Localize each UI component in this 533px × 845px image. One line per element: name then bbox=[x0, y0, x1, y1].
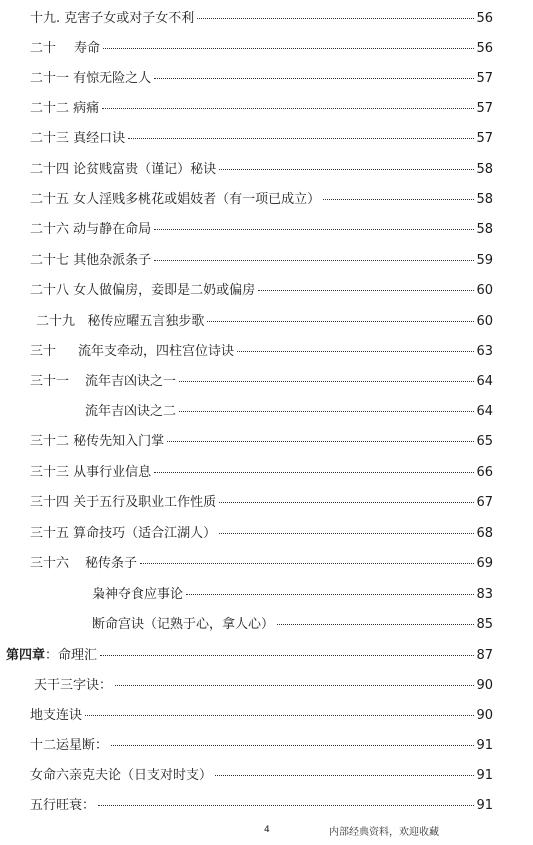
entry-page: 57 bbox=[476, 101, 493, 116]
toc-entry[interactable] bbox=[30, 768, 493, 786]
entry-title: 地支连诀 bbox=[30, 708, 83, 723]
entry-title: 寿命 bbox=[74, 41, 101, 56]
entry-number: 二十八 bbox=[30, 283, 70, 298]
entry-page: 90 bbox=[476, 678, 493, 693]
entry-number: 二十七 bbox=[30, 253, 70, 268]
entry-title: 流年吉凶诀之二 bbox=[85, 404, 177, 419]
dot-leader bbox=[100, 655, 474, 656]
entry-number: 二十 bbox=[30, 41, 57, 56]
footer-page-number: 4 bbox=[264, 825, 270, 835]
dot-leader bbox=[128, 138, 474, 139]
entry-page: 91 bbox=[476, 798, 493, 813]
toc-entry[interactable] bbox=[30, 71, 493, 89]
toc-chapter-entry[interactable] bbox=[6, 648, 493, 666]
entry-title: 克害子女或对子女不利 bbox=[64, 11, 195, 26]
toc-entry[interactable] bbox=[30, 101, 493, 119]
dot-leader bbox=[219, 533, 474, 534]
entry-page: 63 bbox=[476, 344, 493, 359]
chapter-label: 第四章 bbox=[6, 648, 46, 663]
entry-number: 三十三 bbox=[30, 465, 70, 480]
entry-number: 十九. bbox=[30, 11, 61, 26]
entry-number: 三十六 bbox=[30, 556, 70, 571]
entry-page: 57 bbox=[476, 131, 493, 146]
entry-page: 69 bbox=[476, 556, 493, 571]
dot-leader bbox=[258, 290, 474, 291]
dot-leader bbox=[179, 411, 474, 412]
entry-page: 67 bbox=[476, 495, 493, 510]
toc-entry[interactable] bbox=[30, 556, 493, 574]
entry-number: 二十一 bbox=[30, 71, 70, 86]
entry-title: 算命技巧（适合江湖人） bbox=[73, 526, 217, 541]
entry-page: 58 bbox=[476, 162, 493, 177]
entry-page: 90 bbox=[476, 708, 493, 723]
entry-title: 女命六亲克夫论（日支对时支） bbox=[30, 768, 213, 783]
dot-leader bbox=[140, 563, 474, 564]
entry-title: 五行旺衰： bbox=[30, 798, 96, 813]
toc-entry[interactable] bbox=[30, 131, 493, 149]
dot-leader bbox=[186, 594, 474, 595]
toc-entry[interactable] bbox=[30, 495, 493, 513]
dot-leader bbox=[103, 48, 474, 49]
entry-page: 66 bbox=[476, 465, 493, 480]
toc-entry[interactable] bbox=[30, 798, 493, 816]
entry-number: 二十三 bbox=[30, 131, 70, 146]
entry-page: 85 bbox=[476, 617, 493, 632]
dot-leader bbox=[85, 715, 474, 716]
toc-entry[interactable] bbox=[30, 162, 493, 180]
toc-entry[interactable] bbox=[30, 344, 493, 362]
entry-page: 68 bbox=[476, 526, 493, 541]
entry-title: 论贫贱富贵（谨记）秘诀 bbox=[73, 162, 217, 177]
entry-number: 二十五 bbox=[30, 192, 70, 207]
toc-entry[interactable] bbox=[30, 11, 493, 29]
dot-leader bbox=[167, 441, 474, 442]
toc-entry[interactable] bbox=[30, 708, 493, 726]
toc-entry[interactable] bbox=[30, 283, 493, 301]
entry-number: 三十 bbox=[30, 344, 57, 359]
entry-page: 91 bbox=[476, 738, 493, 753]
toc-entry[interactable] bbox=[30, 41, 493, 59]
toc-entry[interactable] bbox=[30, 222, 493, 240]
dot-leader bbox=[115, 685, 474, 686]
entry-number: 三十二 bbox=[30, 434, 70, 449]
entry-title: 真经口诀 bbox=[73, 131, 126, 146]
toc-entry[interactable] bbox=[30, 374, 493, 392]
entry-title: 天干三字诀： bbox=[34, 678, 113, 693]
toc-entry[interactable] bbox=[30, 434, 493, 452]
entry-title: 女人淫贱多桃花或娼妓者（有一项已成立） bbox=[73, 192, 321, 207]
toc-entry[interactable] bbox=[34, 678, 493, 696]
entry-title: 秘传先知入门掌 bbox=[73, 434, 165, 449]
entry-title: 其他杂派条子 bbox=[73, 253, 152, 268]
entry-page: 56 bbox=[476, 41, 493, 56]
entry-page: 87 bbox=[476, 648, 493, 663]
entry-title: 有惊无险之人 bbox=[73, 71, 152, 86]
dot-leader bbox=[215, 775, 474, 776]
entry-page: 58 bbox=[476, 192, 493, 207]
toc-entry[interactable] bbox=[30, 465, 493, 483]
dot-leader bbox=[154, 229, 474, 230]
entry-title: 枭神夺食应事论 bbox=[92, 587, 184, 602]
entry-title: 秘传应曜五言独步歌 bbox=[87, 314, 205, 329]
entry-page: 60 bbox=[476, 314, 493, 329]
entry-page: 64 bbox=[476, 404, 493, 419]
dot-leader bbox=[102, 108, 474, 109]
entry-title: 断命宫诀（记熟于心，拿人心） bbox=[92, 617, 275, 632]
entry-title: 流年吉凶诀之一 bbox=[85, 374, 177, 389]
dot-leader bbox=[154, 78, 474, 79]
entry-title: 关于五行及职业工作性质 bbox=[73, 495, 217, 510]
entry-title: 女人做偏房，妾即是二奶或偏房 bbox=[73, 283, 256, 298]
dot-leader bbox=[219, 502, 474, 503]
footer-note: 内部经典资料，欢迎收藏 bbox=[329, 827, 439, 838]
entry-page: 91 bbox=[476, 768, 493, 783]
entry-number: 三十四 bbox=[30, 495, 70, 510]
toc-entry[interactable] bbox=[30, 738, 493, 756]
dot-leader bbox=[207, 321, 474, 322]
entry-number: 二十二 bbox=[30, 101, 70, 116]
entry-title: ：命理汇 bbox=[45, 648, 98, 663]
entry-number: 二十四 bbox=[30, 162, 70, 177]
toc-entry[interactable] bbox=[30, 526, 493, 544]
dot-leader bbox=[219, 169, 474, 170]
entry-number: 二十六 bbox=[30, 222, 70, 237]
entry-page: 56 bbox=[476, 11, 493, 26]
toc-entry[interactable] bbox=[85, 404, 493, 422]
dot-leader bbox=[154, 472, 474, 473]
dot-leader bbox=[197, 18, 474, 19]
dot-leader bbox=[111, 745, 474, 746]
entry-page: 65 bbox=[476, 434, 493, 449]
entry-title: 十二运星断： bbox=[30, 738, 109, 753]
toc-entry[interactable] bbox=[92, 617, 493, 635]
entry-title: 流年支牵动，四柱宫位诗诀 bbox=[78, 344, 235, 359]
entry-number: 三十五 bbox=[30, 526, 70, 541]
dot-leader bbox=[237, 351, 474, 352]
entry-title: 动与静在命局 bbox=[73, 222, 152, 237]
toc-entry[interactable] bbox=[36, 314, 493, 332]
entry-page: 57 bbox=[476, 71, 493, 86]
entry-page: 59 bbox=[476, 253, 493, 268]
dot-leader bbox=[277, 624, 474, 625]
dot-leader bbox=[323, 199, 474, 200]
entry-title: 从事行业信息 bbox=[73, 465, 152, 480]
dot-leader bbox=[179, 381, 474, 382]
toc-entry[interactable] bbox=[92, 587, 493, 605]
entry-number: 三十一 bbox=[30, 374, 70, 389]
entry-number: 二十九 bbox=[36, 314, 76, 329]
entry-page: 83 bbox=[476, 587, 493, 602]
toc-entry[interactable] bbox=[30, 253, 493, 271]
entry-title: 病痛 bbox=[73, 101, 100, 116]
entry-page: 60 bbox=[476, 283, 493, 298]
entry-page: 64 bbox=[476, 374, 493, 389]
toc-entry[interactable] bbox=[30, 192, 493, 210]
dot-leader bbox=[154, 260, 474, 261]
entry-title: 秘传条子 bbox=[85, 556, 138, 571]
dot-leader bbox=[98, 805, 474, 806]
entry-page: 58 bbox=[476, 222, 493, 237]
